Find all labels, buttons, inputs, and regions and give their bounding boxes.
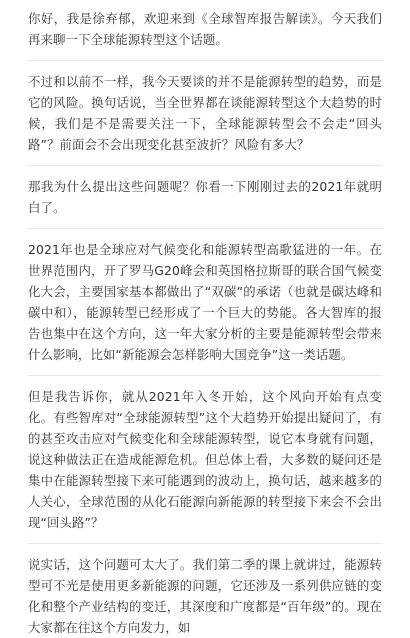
- paragraph-divider: [28, 60, 382, 61]
- paragraph-risk: 不过和以前不一样，我今天要谈的并不是能源转型的趋势，而是它的风险。换句话说，当全世界都在谈能源转型这个大趋势的时候，我们是不是需要关注一下，全球能源转型会不会走“回头路”？前面会不会出现变化甚至波折？风险有多大？: [28, 74, 382, 152]
- paragraph-question: 那我为什么提出这些问题呢？你看一下刚刚过去的2021年就明白了。: [28, 179, 382, 215]
- paragraph-scale: 说实话，这个问题可太大了。我们第二季的课上就讲过，能源转型可不光是使用更多新能源的问题，它还涉及一系列供应链的变化和整个产业结构的变迁，其深度和广度都是“百年级”的。现在大家都在往这个方向发力，如: [28, 557, 382, 635]
- paragraph-change: 但是我告诉你，就从2021年入冬开始，这个风向开始有点变化。有些智库对“全球能源转型”这个大趋势开始提出疑问了，有的甚至攻击应对气候变化和全球能源转型，说它本身就有问题，说这种做法正在造成能源危机。但总体上看，大多数的疑问还是集中在能源转型接下来可能遇到的波动上，换句话，越来越多的人关心，全球范围的从化石能源向新能源的转型接下来会不会出现“回头路”？: [28, 389, 382, 530]
- paragraph-divider: [28, 543, 382, 544]
- paragraph-divider: [28, 165, 382, 166]
- paragraph-2021: 2021年也是全球应对气候变化和能源转型高歌猛进的一年。在世界范围内，开了罗马G20峰会和英国格拉斯哥的联合国气候变化大会，主要国家基本都做出了“双碳”的承诺（也就是碳达峰和碳中和），能源转型已经形成了一个巨大的势能。各大智库的报告也集中在这个方向，这一年大家分析的主要是能源转型会带来什么影响，比如“新能源会怎样影响大国竞争”这一类话题。: [28, 242, 382, 362]
- paragraph-divider: [28, 228, 382, 229]
- paragraph-intro: 你好，我是徐弃郁，欢迎来到《全球智库报告解读》。今天我们再来聊一下全球能源转型这个话题。: [28, 11, 382, 47]
- paragraph-divider: [28, 375, 382, 376]
